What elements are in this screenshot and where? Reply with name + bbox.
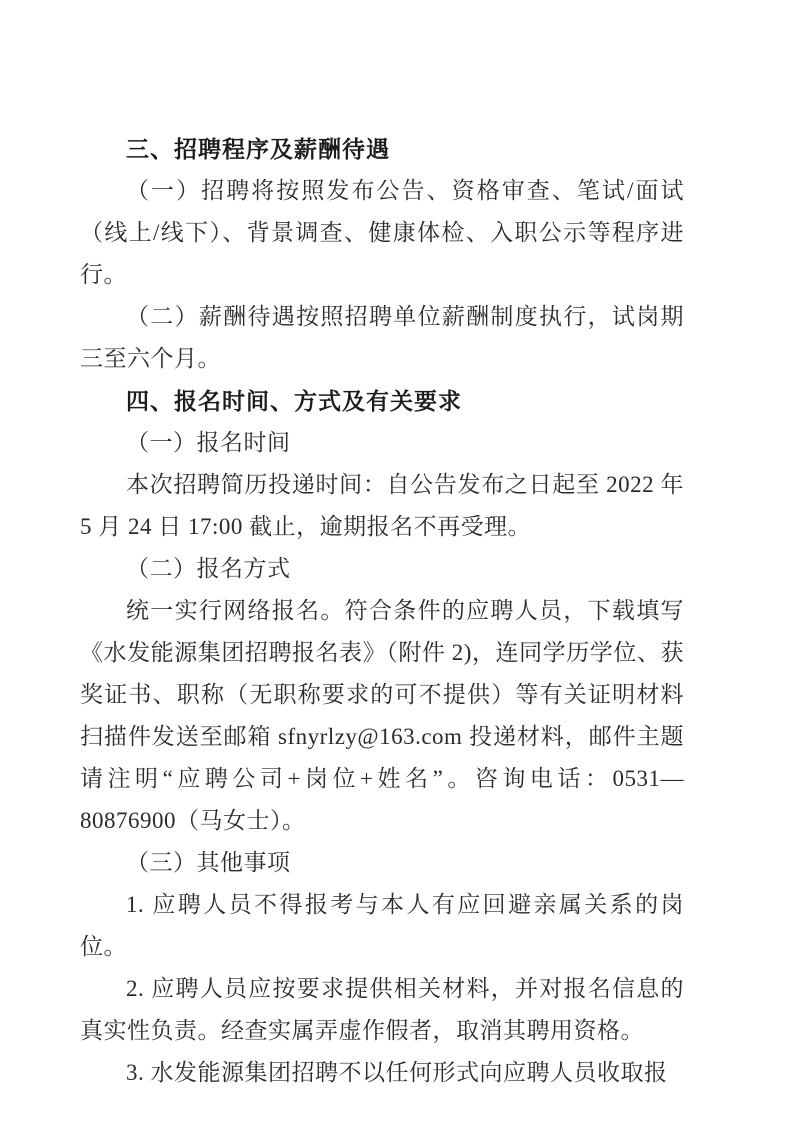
para-4-2-title-application-method: （二）报名方式: [126, 556, 291, 581]
para-4-2-application-method-details: 统一实行网络报名。符合条件的应聘人员，下载填写《水发能源集团招聘报名表》（附件 2)，连同学历学位、获奖证书、职称（无职称要求的可不提供）等有关证明材料扫描件发送至邮箱 sfnyrlzy@163.com 投递材料，邮件主题请注明“应聘公司+岗位+姓名”。咨询电话：0531—80876900（马女士）。: [80, 598, 684, 833]
heading-section-4-application-requirements: 四、报名时间、方式及有关要求: [126, 388, 462, 414]
para-4-1-title-application-time: （一）报名时间: [126, 430, 291, 455]
para-4-3-item-1-avoidance: 1. 应聘人员不得报考与本人有应回避亲属关系的岗位。: [80, 892, 684, 959]
heading-section-3-recruitment-procedure: 三、招聘程序及薪酬待遇: [126, 136, 390, 162]
para-3-2-salary-policy: （二）薪酬待遇按照招聘单位薪酬制度执行，试岗期三至六个月。: [80, 304, 684, 371]
para-3-1-procedure-steps: （一）招聘将按照发布公告、资格审查、笔试/面试（线上/线下）、背景调查、健康体检、入职公示等程序进行。: [80, 178, 684, 287]
para-4-3-item-3-no-fees: 3. 水发能源集团招聘不以任何形式向应聘人员收取报: [126, 1060, 668, 1085]
para-4-3-title-other-matters: （三）其他事项: [126, 850, 291, 875]
para-4-3-item-2-authenticity: 2. 应聘人员应按要求提供相关材料，并对报名信息的真实性负责。经查实属弄虚作假者，取消其聘用资格。: [80, 976, 684, 1043]
document-content: [80, 128, 684, 1094]
para-4-1-application-deadline: 本次招聘简历投递时间：自公告发布之日起至 2022 年 5 月 24 日 17:00 截止，逾期报名不再受理。: [80, 472, 684, 539]
